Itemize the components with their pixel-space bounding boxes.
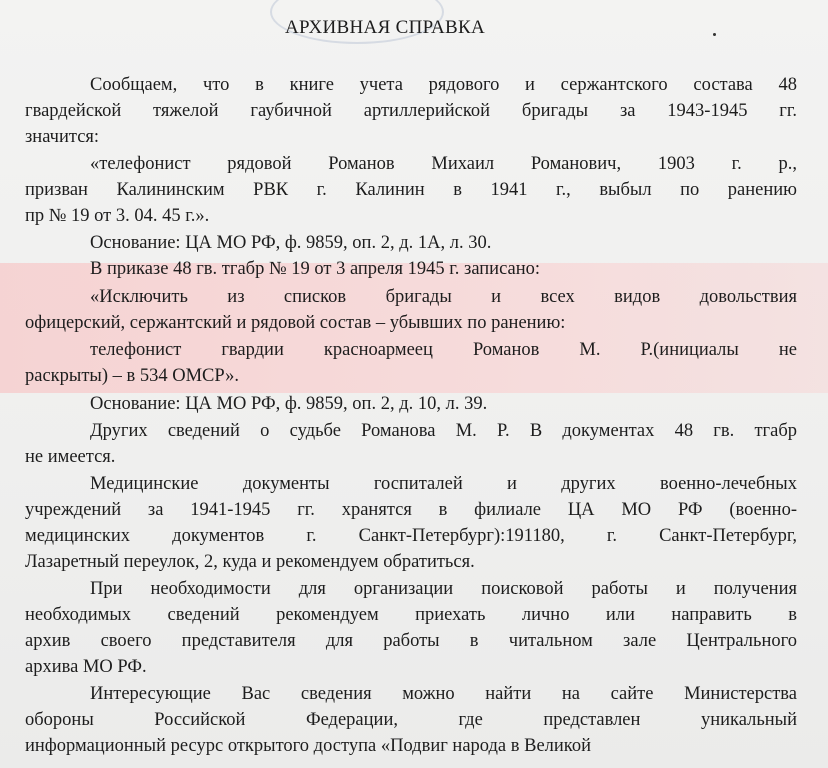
text-line: призван Калининским РВК г. Калинин в 1941 г., выбыл по ранению xyxy=(25,180,797,200)
text-line: «телефонист рядовой Романов Михаил Романович, 1903 г. р., xyxy=(90,154,797,174)
text-line: необходимых сведений рекомендуем приехать лично или направить в xyxy=(25,605,797,625)
document-title: АРХИВНАЯ СПРАВКА xyxy=(284,17,486,38)
text-line: В приказе 48 гв. тгабр № 19 от 3 апреля 1945 г. записано: xyxy=(90,259,541,279)
text-line: архива МО РФ. xyxy=(25,657,147,677)
text-line: обороны Российской Федерации, где представлен уникальный xyxy=(25,710,797,730)
text-line: При необходимости для организации поисковой работы и получения xyxy=(90,579,797,599)
text-line: Лазаретный переулок, 2, куда и рекомендуем обратиться. xyxy=(25,552,475,572)
text-line: значится: xyxy=(25,127,100,147)
text-line: информационный ресурс открытого доступа «Подвиг народа в Великой xyxy=(25,736,592,756)
text-line: Медицинские документы госпиталей и других военно-лечебных xyxy=(90,474,797,494)
text-line: «Исключить из списков бригады и всех видов довольствия xyxy=(90,287,797,307)
text-line: Сообщаем, что в книге учета рядового и сержантского состава 48 xyxy=(90,75,797,95)
text-line: медицинских документов г. Санкт-Петербург):191180, г. Санкт-Петербург, xyxy=(25,526,797,546)
text-line: пр № 19 от 3. 04. 45 г.». xyxy=(25,206,210,226)
text-line: Основание: ЦА МО РФ, ф. 9859, оп. 2, д. 1А, л. 30. xyxy=(90,233,492,253)
text-line: учреждений за 1941-1945 гг. хранятся в филиале ЦА МО РФ (военно- xyxy=(25,500,797,520)
text-line: Основание: ЦА МО РФ, ф. 9859, оп. 2, д. 10, л. 39. xyxy=(90,394,488,414)
text-line: Других сведений о судьбе Романова М. Р. В документах 48 гв. тгабр xyxy=(90,421,797,441)
text-line: офицерский, сержантский и рядовой состав – убывших по ранению: xyxy=(25,313,566,333)
text-line: архив своего представителя для работы в читальном зале Центрального xyxy=(25,631,797,651)
text-line: не имеется. xyxy=(25,447,116,467)
text-line: Интересующие Вас сведения можно найти на сайте Министерства xyxy=(90,684,797,704)
text-line: телефонист гвардии красноармеец Романов М. Р.(инициалы не xyxy=(90,340,797,360)
text-line: раскрыты) – в 534 ОМСР». xyxy=(25,366,240,386)
text-line: гвардейской тяжелой гаубичной артиллерийской бригады за 1943-1945 гг. xyxy=(25,101,797,121)
